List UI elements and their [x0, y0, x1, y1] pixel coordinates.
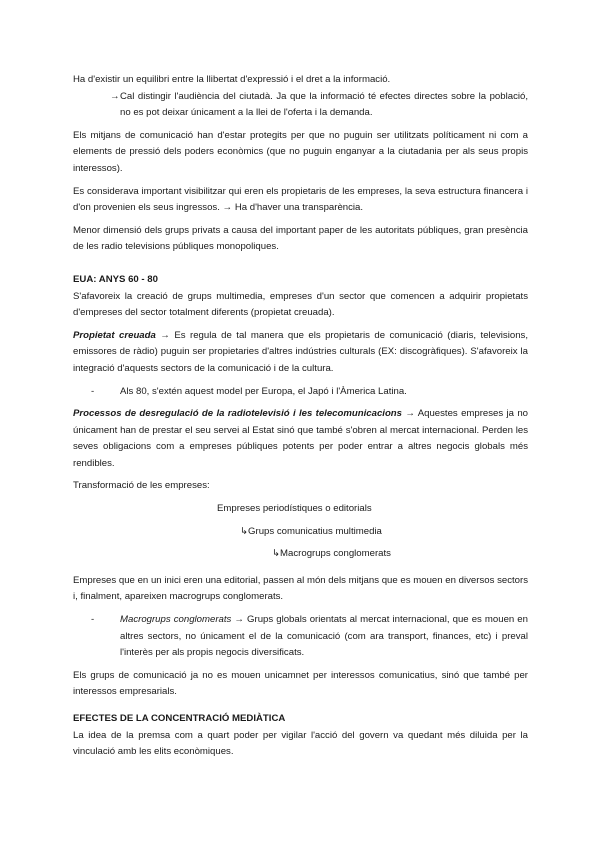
paragraph-propietat-creuada: [73, 328, 528, 378]
paragraph-menor-dimensio: Menor dimensió dels grups privats a causa del important paper de les autoritats públiques, gran presència de les radio televisions públiques monopoliques.: [73, 224, 528, 253]
tree-level-2: ↳Grups comunicatius multimedia: [240, 525, 382, 537]
paragraph-audiencia-text: Cal distingir l'audiència del ciutadà. Ja que la informació té efectes directes sobre la població, no es pot deixar únicament a la llei de l'oferta i la demanda.: [120, 90, 528, 119]
dash-bullet: -: [91, 614, 95, 626]
paragraph-grups-multimedia: S'afavoreix la creació de grups multimedia, empreses d'un sector que comencen a adquirir propietats d'empreses del sector totalment diferents (propietat creuada).: [73, 290, 528, 319]
spacer: [73, 701, 528, 711]
paragraph-transformacio: Transformació de les empreses:: [73, 480, 210, 492]
paragraph-quart-poder: La idea de la premsa com a quart poder per vigilar l'acció del govern va quedant més diluida per la vinculació amb les elits econòmiques.: [73, 729, 528, 758]
list-item-als-80: [73, 384, 528, 401]
paragraph-desregulacio-text: → Aquestes empreses ja no únicament han de prestar el seu servei al Estat sinó que també s'obren al mercat internacional. Perden les seves obligacions com a empreses públiques potents per poder entrar a altres negocis globals més rendibles.: [73, 408, 528, 469]
paragraph-mitjans-protegits: Els mitjans de comunicació han d'estar protegits per que no puguin ser utilitzats políticament ni com a elements de pressió dels poders econòmics (que no puguin enganyar a la ciutadania per als seus propis interessos).: [73, 129, 528, 174]
paragraph-audiencia: [73, 89, 528, 122]
list-item-als-80-text: Als 80, s'extén aquest model per Europa, el Japó i l'Àmerica Latina.: [120, 385, 407, 397]
term-macrogrups: Macrogrups conglomerats: [120, 614, 232, 626]
paragraph-propietat-creuada-text: → Es regula de tal manera que els propietaris de comunicació (diaris, televisions, emissores de ràdio) puguin ser propietaries d'altres indústries culturals (EX: discogràfiques). S'afavoreix la integració d'aquests sectors de la comunicació i de la cultura.: [73, 329, 528, 374]
tree-level-1: Empreses periodístiques o editorials: [217, 503, 372, 515]
heading-efectes: EFECTES DE LA CONCENTRACIÓ MEDIÀTICA: [73, 713, 286, 724]
term-propietat-creuada: Propietat creuada: [73, 329, 156, 341]
paragraph-transparencia: Es considerava important visibilitzar qui eren els propietaris de les empreses, la seva estructura financera i d'on provenien els seus ingressos. → Ha d'haver una transparència.: [73, 185, 528, 214]
heading-eua: EUA: ANYS 60 - 80: [73, 273, 158, 285]
spacer: [73, 256, 528, 272]
spacer: [73, 563, 528, 573]
term-desregulacio: Processos de desregulació de la radiotelevisió i les telecomunicacions: [73, 408, 402, 420]
paragraph-grups-comunicacio: Els grups de comunicació ja no es mouen unicamnet per interessos comunicatius, sinó que també per interessos empresarials.: [73, 669, 528, 698]
arrow-glyph: →: [110, 90, 120, 102]
dash-bullet: -: [91, 385, 95, 397]
paragraph-equilibri: Ha d'existir un equilibri entre la llibertat d'expressió i el dret a la informació.: [73, 74, 391, 85]
list-item-macrogrups-text: → Grups globals orientats al mercat internacional, que es mouen en altres sectors, no únicament el de la comunicació (com ara transport, finances, etc) i preval l'interès per als propis negocis diversificats.: [120, 614, 528, 659]
list-item-macrogrups: [73, 612, 528, 662]
paragraph-desregulacio: [73, 406, 528, 472]
paragraph-empreses-inici: Empreses que en un inici eren una editorial, passen al món dels mitjans que es mouen en diversos sectors i, finalment, apareixen macrogrups conglomerats.: [73, 574, 528, 603]
tree-level-3: ↳Macrogrups conglomerats: [272, 548, 391, 560]
